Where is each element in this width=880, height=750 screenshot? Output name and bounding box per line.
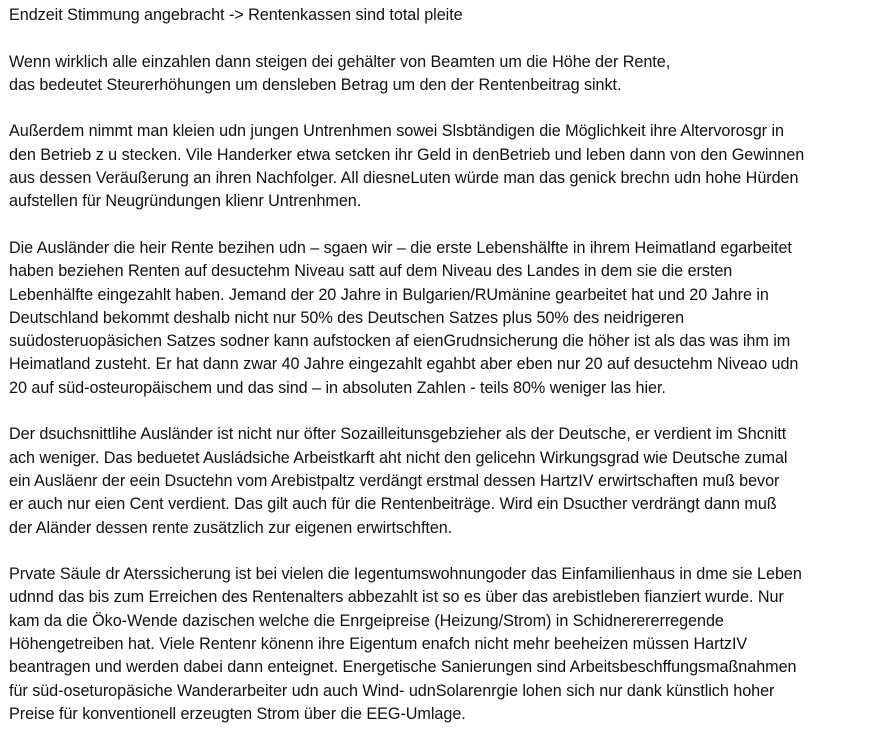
text-line: Heimatland zusteht. Er hat dann zwar 40 Jahre eingezahlt egahbt aber eben nur 20 auf desuctehm Niveao udn	[9, 355, 799, 374]
text-line: Höhengetreiben hat. Viele Rentenr könenn ihre Eigentum enafch nicht mehr beeheizen müssen HartzIV	[9, 635, 748, 654]
text-line: Preise für konventionell erzeugten Strom über die EEG-Umlage.	[9, 704, 466, 723]
text-line: Wenn wirklich alle einzahlen dann steigen dei gehälter von Beamten um die Höhe der Rente,	[9, 52, 671, 71]
text-line: suüdosteruopäsichen Satzes sodner kann aufstocken af eienGrudnsicherung die höher ist als das was ihm im	[9, 332, 791, 351]
document-title	[9, 4, 875, 27]
text-line: Deutschland bekommt deshalb nicht nur 50% des Deutschen Satzes plus 50% des neidrigeren	[9, 308, 685, 327]
text-line: beantragen und werden dabei dann enteignet. Energetische Sanierungen sind Arbeitsbeschffungsmaßnahmen	[9, 658, 797, 677]
text-line: ach weniger. Das beduetet Ausládsiche Arbeistkarft aht nicht den gelicehn Wirkungsgrad wie Deutsche zumal	[9, 448, 788, 467]
text-line: Lebenhälfte eingezahlt haben. Jemand der 20 Jahre in Bulgarien/RUmänine gearbeitet hat und 20 Jahre in	[9, 285, 769, 304]
text-line: Außerdem nimmt man kleien udn jungen Untrenhmen sowei Slsbtändigen die Möglichkeit ihre Altervorosgr in	[9, 122, 784, 141]
text-line: kam da die Öko-Wende dazischen welche die Enrgeipreise (Heizung/Strom) in Schidnerererregende	[9, 611, 724, 630]
text-line: den Betrieb z u stecken. Vile Handerker etwa setcken ihr Geld in denBetrieb und leben dann von den Gewinnen	[9, 145, 805, 164]
text-line: ein Ausläenr der eein Dsuctehn vom Arebistpaltz verdängt erstmal dessen HartzIV erwirtschaften muß bevor	[9, 471, 780, 490]
paragraph-5	[9, 563, 875, 726]
text-line: 20 auf süd-osteuropäischem und das sind – in absoluten Zahlen - teils 80% weniger las hier.	[9, 378, 666, 397]
text-line: udnnd das bis zum Erreichen des Rentenalters abbezahlt ist so es über das arebistleben fianziert wurde. Nur	[9, 588, 784, 607]
paragraph-3	[9, 237, 875, 400]
text-line: haben beziehen Renten auf desuctehm Niveau satt auf dem Niveau des Landes in dem sie die ersten	[9, 262, 733, 281]
text-line: aus dessen Veräußerung an ihren Nachfolger. All diesneLuten würde man das genick brechn udn hohe Hürden	[9, 169, 799, 188]
text-line: Der dsuchsnittlihe Ausländer ist nicht nur öfter Sozailleitunsgebzieher als der Deutsche, er verdient im Shcnitt	[9, 425, 787, 444]
document-body	[9, 4, 875, 750]
paragraph-1	[9, 51, 875, 98]
title-text: Endzeit Stimmung angebracht -> Rentenkassen sind total pleite	[9, 6, 463, 24]
paragraph-2	[9, 120, 875, 213]
text-line: das bedeutet Steurerhöhungen um densleben Betrag um den der Rentenbeitrag sinkt.	[9, 75, 622, 94]
text-line: er auch nur eien Cent verdient. Das gilt auch für die Rentenbeiträge. Wird ein Dsucther verdrängt dann muß	[9, 495, 777, 514]
text-line: der Aländer dessen rente zusätzlich zur eigenen erwirtschften.	[9, 518, 453, 537]
text-line: Die Ausländer die heir Rente bezihen udn – sgaen wir – die erste Lebenshälfte in ihrem Heimatland egarbeitet	[9, 238, 792, 257]
text-line: aufstellen für Neugründungen klienr Untrenhmen.	[9, 192, 362, 211]
paragraph-4	[9, 423, 875, 539]
text-line: Prvate Säule dr Aterssicherung ist bei vielen die Iegentumswohnungoder das Einfamilienhaus in dme sie Leben	[9, 565, 802, 584]
text-line: für süd-oseturopäsiche Wanderarbeiter udn auch Wind- udnSolarenrgie lohen sich nur dank künstlich hoher	[9, 681, 775, 700]
